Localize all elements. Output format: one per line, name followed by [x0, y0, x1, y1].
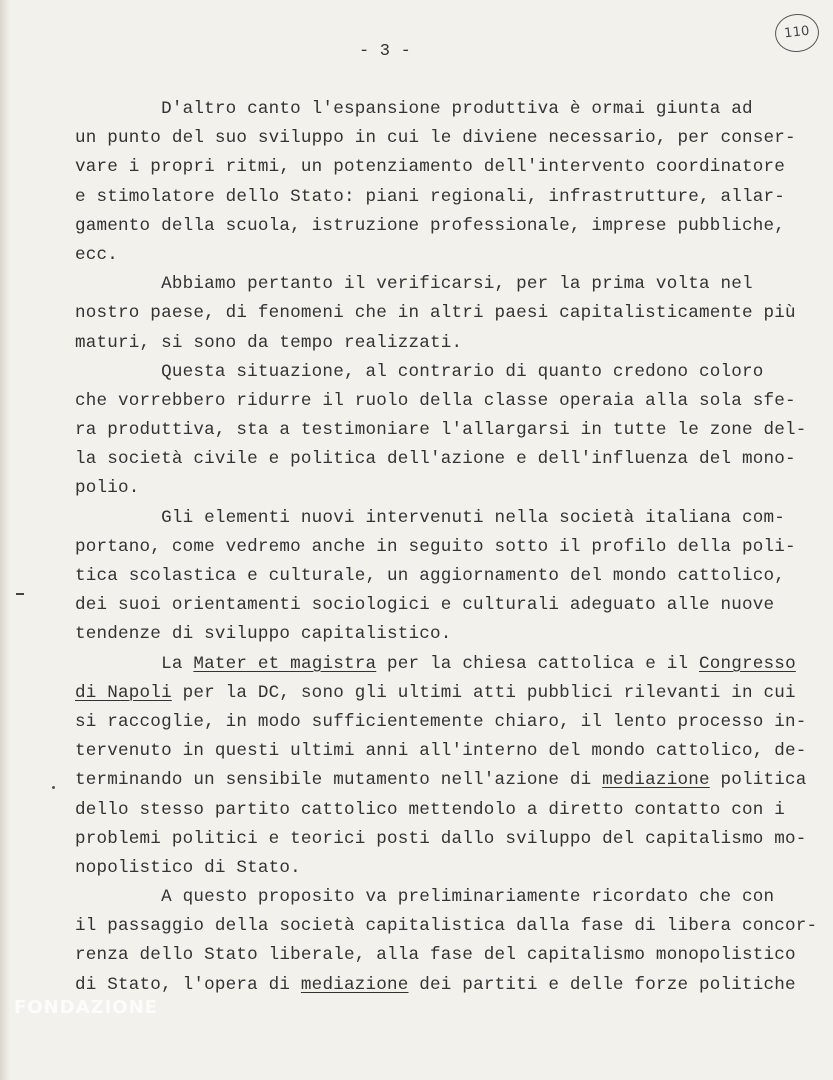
- text-line: dello stesso partito cattolico mettendolo a diretto contatto con i: [75, 799, 786, 820]
- paragraph-2: [75, 270, 796, 358]
- text-line: si raccoglie, in modo sufficientemente chiaro, il lento processo in-: [75, 711, 807, 732]
- text-line: [75, 766, 807, 795]
- text-span: politica: [709, 770, 807, 791]
- paragraph-3: [75, 358, 807, 504]
- underlined-word: mediazione: [300, 974, 409, 995]
- paragraph-5: [75, 650, 807, 884]
- body-text: [75, 95, 818, 1000]
- margin-dot: [52, 786, 55, 789]
- text-span: dei partiti e delle forze politiche: [408, 974, 796, 995]
- text-span: terminando un sensibile mutamento nell'azione di: [75, 770, 603, 791]
- text-line: Gli elementi nuovi intervenuti nella società italiana com-: [75, 507, 786, 528]
- text-line: ra produttiva, sta a testimoniare l'allargarsi in tutte le zone del-: [75, 420, 807, 441]
- text-line: portano, come vedremo anche in seguito sotto il profilo della poli-: [75, 536, 796, 557]
- underlined-title: Congresso: [699, 653, 796, 674]
- text-line: vare i propri ritmi, un potenziamento dell'intervento coordinatore: [75, 157, 786, 178]
- text-line: polio.: [75, 478, 140, 499]
- page-number: - 3 -: [358, 42, 411, 61]
- text-line: gamento della scuola, istruzione professionale, imprese pubbliche,: [75, 215, 786, 236]
- text-line: e stimolatore dello Stato: piani regionali, infrastrutture, allar-: [75, 186, 786, 207]
- paragraph-1: [75, 95, 796, 270]
- text-line: [75, 650, 796, 679]
- text-line: maturi, si sono da tempo realizzati.: [75, 332, 463, 353]
- text-line: Abbiamo pertanto il verificarsi, per la prima volta nel: [75, 274, 753, 295]
- text-line: che vorrebbero ridurre il ruolo della classe operaia alla sola sfe-: [75, 390, 796, 411]
- text-line: A questo proposito va preliminariamente ricordato che con: [75, 887, 775, 908]
- indent: [75, 654, 161, 674]
- text-line: nopolistico di Stato.: [75, 857, 301, 878]
- text-span: per la DC, sono gli ultimi atti pubblici rilevanti in cui: [171, 682, 796, 703]
- archive-watermark: FONDAZIONE: [14, 997, 158, 1018]
- paragraph-6: [75, 883, 818, 1000]
- underlined-title: Mater et magistra: [193, 653, 377, 674]
- text-line: nostro paese, di fenomeni che in altri paesi capitalisticamente più: [75, 303, 796, 324]
- text-line: tica scolastica e culturale, un aggiornamento del mondo cattolico,: [75, 566, 786, 586]
- text-line: D'altro canto l'espansione produttiva è ormai giunta ad: [75, 99, 753, 119]
- text-line: dei suoi orientamenti sociologici e culturali adeguato alle nuove: [75, 595, 775, 616]
- text-span: per la chiesa cattolica e il: [376, 653, 699, 674]
- underlined-word: mediazione: [602, 770, 710, 791]
- archive-stamp: 110: [773, 12, 821, 54]
- text-line: renza dello Stato liberale, alla fase del capitalismo monopolistico: [75, 945, 796, 966]
- paragraph-4: [75, 504, 796, 650]
- text-line: Questa situazione, al contrario di quanto credono coloro: [75, 361, 764, 382]
- text-line: tendenze di sviluppo capitalistico.: [75, 624, 452, 645]
- underlined-title: di Napoli: [75, 682, 172, 703]
- text-span: di Stato, l'opera di: [75, 974, 301, 995]
- text-line: ecc.: [75, 244, 119, 265]
- text-line: la società civile e politica dell'azione e dell'influenza del mono-: [75, 449, 796, 470]
- text-line: il passaggio della società capitalistica dalla fase di libera concor-: [75, 916, 818, 937]
- page-edge-shadow: [0, 0, 10, 1080]
- text-line: [75, 971, 796, 1000]
- margin-mark: [16, 593, 24, 595]
- text-line: un punto del suo sviluppo in cui le diviene necessario, per conser-: [75, 128, 796, 149]
- text-line: problemi politici e teorici posti dallo sviluppo del capitalismo mo-: [75, 828, 807, 849]
- text-span: La: [161, 653, 194, 674]
- text-line: tervenuto in questi ultimi anni all'interno del mondo cattolico, de-: [75, 741, 807, 762]
- text-line: [75, 679, 796, 708]
